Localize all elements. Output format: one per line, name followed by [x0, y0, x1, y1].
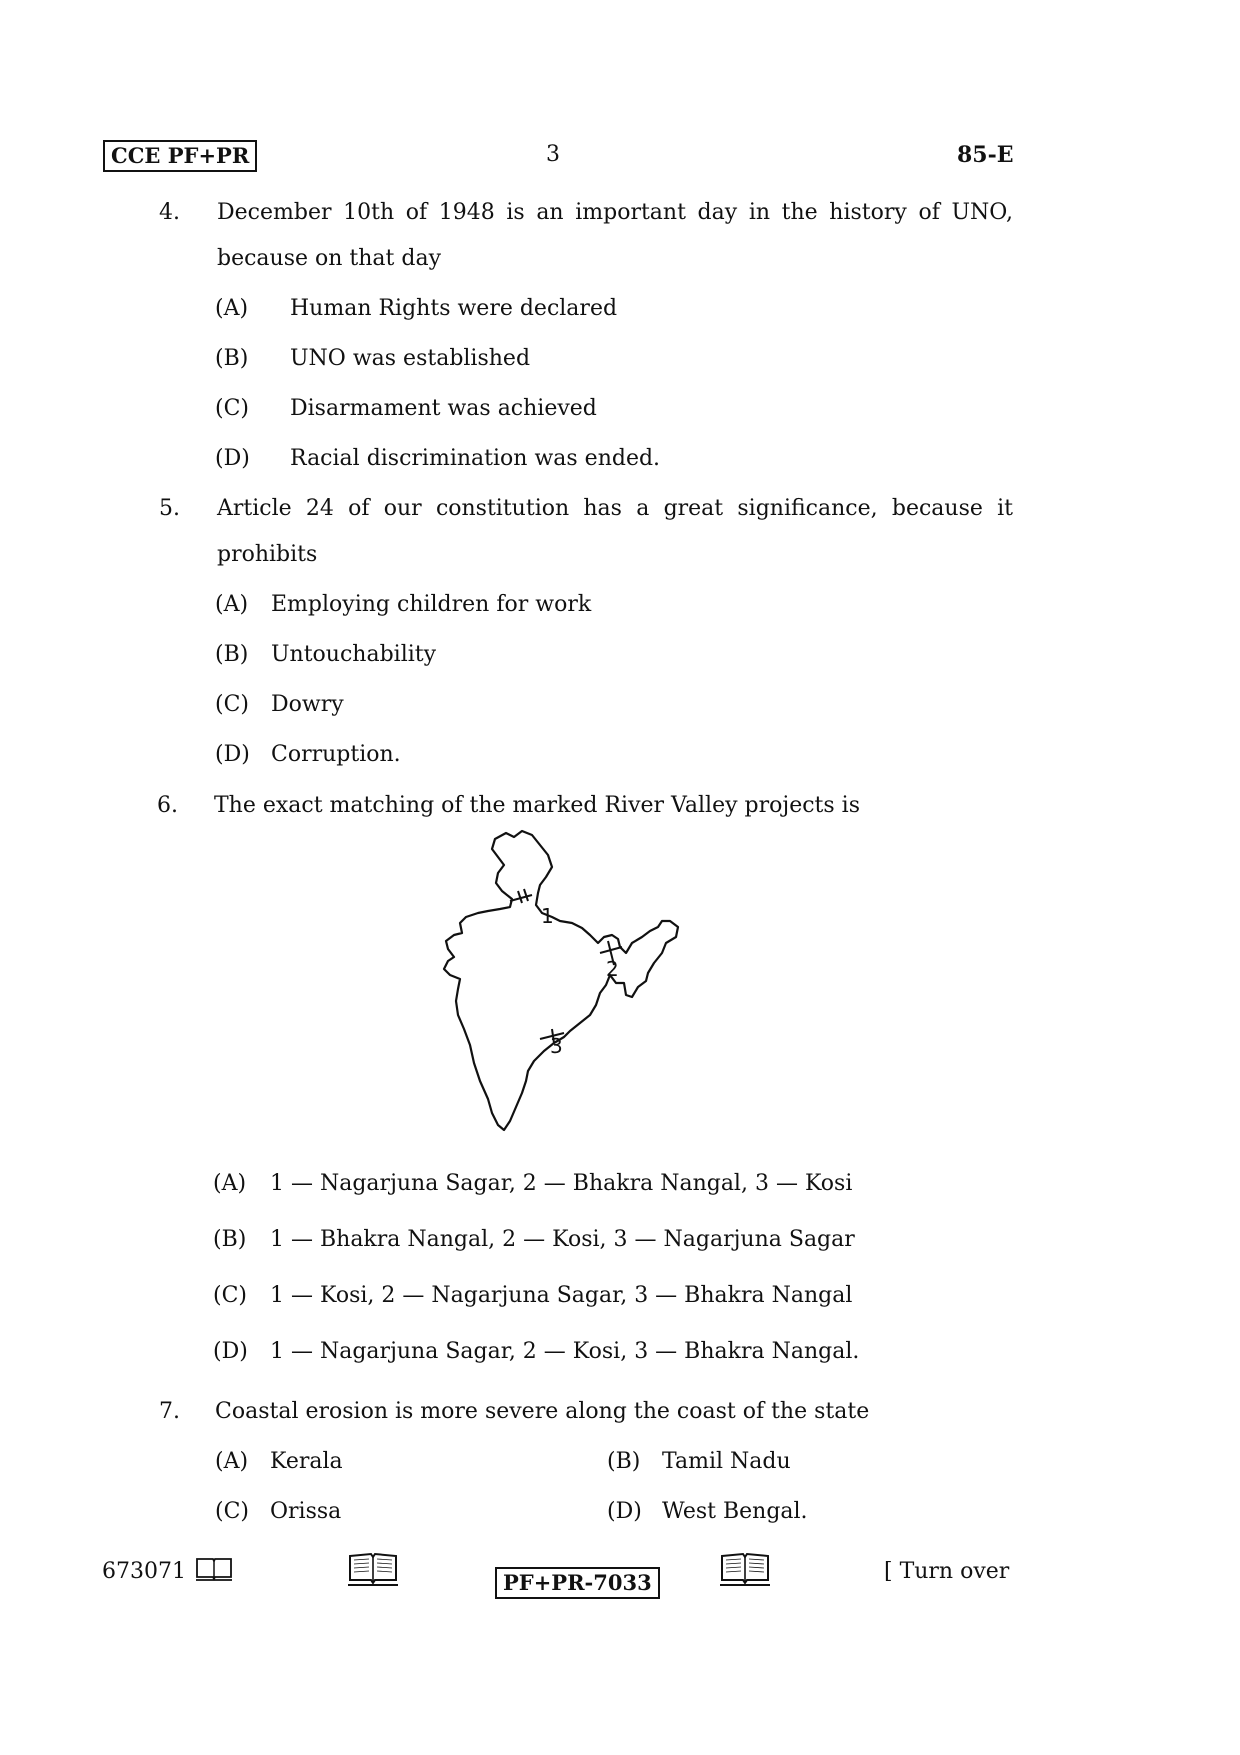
option-label: (B) [215, 642, 249, 667]
option-text: Racial discrimination was ended. [290, 446, 661, 471]
map-mark-1: 1 [541, 904, 554, 928]
book-icon [347, 1550, 399, 1588]
option-label: (C) [215, 1499, 249, 1524]
option-text: Employing children for work [271, 592, 592, 617]
question-number: 4. [159, 200, 180, 225]
question-number: 7. [159, 1399, 180, 1424]
option-text: Tamil Nadu [662, 1449, 791, 1474]
book-icon [719, 1550, 771, 1588]
option-text: Kerala [270, 1449, 343, 1474]
option-label: (A) [215, 1449, 249, 1474]
option-text: 1 — Kosi, 2 — Nagarjuna Sagar, 3 — Bhakra Nangal [270, 1283, 853, 1308]
option-label: (B) [213, 1227, 247, 1252]
option-label: (D) [215, 446, 250, 471]
option-text: 1 — Bhakra Nangal, 2 — Kosi, 3 — Nagarjuna Sagar [270, 1227, 855, 1252]
question-text-line: The exact matching of the marked River Valley projects is [214, 793, 860, 818]
option-label: (C) [215, 396, 249, 421]
india-map-figure [440, 825, 730, 1150]
footer-serial: 673071 [102, 1559, 186, 1584]
question-number: 6. [157, 793, 178, 818]
book-icon [195, 1555, 233, 1583]
option-label: (B) [607, 1449, 641, 1474]
question-text-line: December 10th of 1948 is an important day in the history of UNO, [217, 200, 1013, 225]
option-label: (A) [215, 296, 249, 321]
question-text-line: because on that day [217, 246, 442, 271]
question-number: 5. [159, 496, 180, 521]
option-text: Human Rights were declared [290, 296, 618, 321]
footer-code-box: PF+PR-7033 [495, 1567, 660, 1599]
option-label: (B) [215, 346, 249, 371]
question-text-line: Article 24 of our constitution has a great significance, because it [217, 496, 1013, 521]
option-text: West Bengal. [662, 1499, 808, 1524]
option-label: (D) [213, 1339, 248, 1364]
paper-code: 85-E [957, 142, 1014, 168]
question-text-line: prohibits [217, 542, 318, 567]
option-text: Dowry [271, 692, 344, 717]
option-text: Disarmament was achieved [290, 396, 597, 421]
map-mark-3: 3 [550, 1034, 563, 1058]
option-label: (A) [215, 592, 249, 617]
option-text: Orissa [270, 1499, 342, 1524]
page-number: 3 [546, 142, 560, 167]
option-text: 1 — Nagarjuna Sagar, 2 — Kosi, 3 — Bhakra Nangal. [270, 1339, 860, 1364]
question-text-line: Coastal erosion is more severe along the coast of the state [215, 1399, 870, 1424]
option-label: (D) [607, 1499, 642, 1524]
india-map-outline [444, 831, 678, 1130]
option-label: (D) [215, 742, 250, 767]
option-text: Untouchability [271, 642, 437, 667]
option-label: (C) [215, 692, 249, 717]
option-label: (C) [213, 1283, 247, 1308]
turn-over-note: [ Turn over [884, 1559, 1010, 1584]
option-text: 1 — Nagarjuna Sagar, 2 — Bhakra Nangal, 3 — Kosi [270, 1171, 853, 1196]
option-label: (A) [213, 1171, 247, 1196]
option-text: UNO was established [290, 346, 531, 371]
header-code-box: CCE PF+PR [103, 140, 257, 172]
map-mark-2: 2 [606, 957, 619, 981]
option-text: Corruption. [271, 742, 401, 767]
